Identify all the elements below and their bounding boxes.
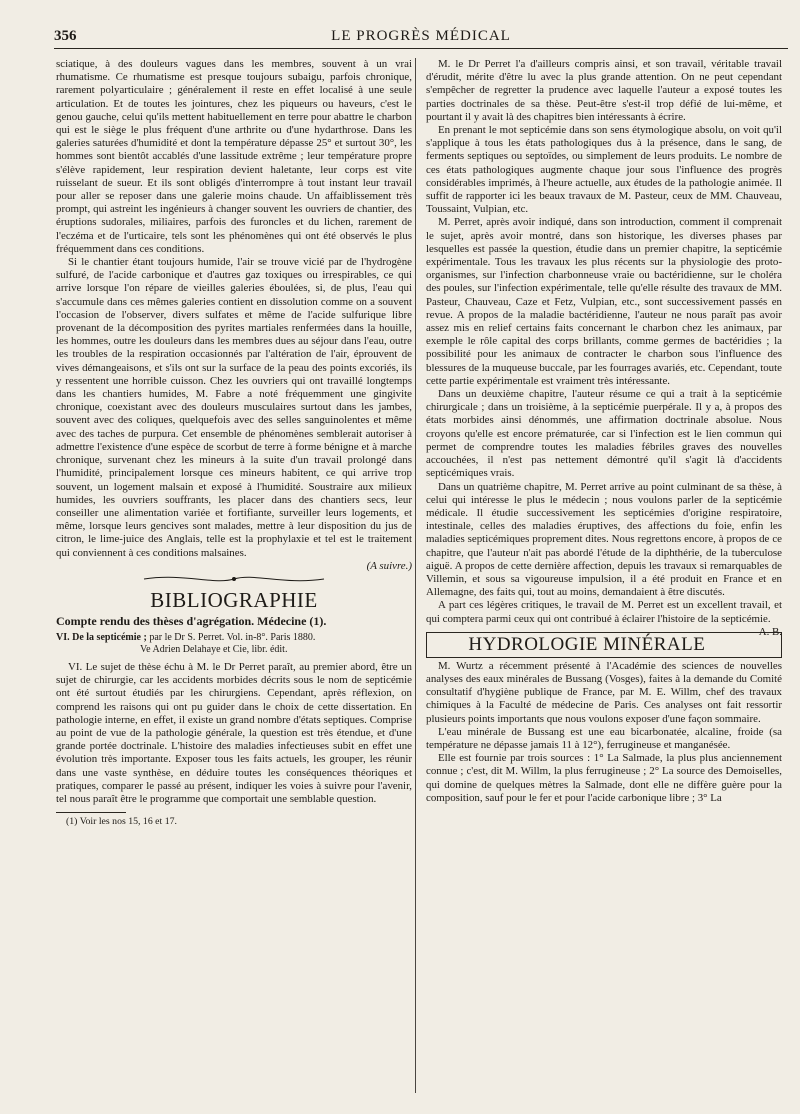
running-title: LE PROGRÈS MÉDICAL bbox=[331, 28, 511, 44]
right-column bbox=[426, 58, 782, 805]
reference-details: par le Dr S. Perret. Vol. in-8°. Paris 1880. bbox=[149, 631, 316, 643]
article-paragraph: En prenant le mot septicémie dans son sens étymologique absolu, on voit qu'il s'applique à tous les états pathologiques dus à la présence, dans le sang, de ferments septiques ou septoïdes, ou simplement de leurs produits. Le nombre de ces états pathologiques augmente chaque jour sous l'influence des progrès considérables imprimés, à l'heure actuelle, aux études de la pathologie animée. Il suffit de rapporter ici les beaux travaux de M. Pasteur, ceux de MM. Chauveau, Toussaint, Vulpian, etc. bbox=[426, 124, 782, 216]
bibliographie-subheading: Compte rendu des thèses d'agrégation. Médecine (1). bbox=[56, 613, 327, 628]
continuation-note: (A suivre.) bbox=[366, 559, 412, 572]
page-number: 356 bbox=[54, 28, 77, 44]
article-paragraph: Dans un quatrième chapitre, M. Perret arrive au point culminant de sa thèse, à celui qui intéresse le plus le médecin ; nous voulons parler de la septicémie médicale. Il étudie successivement les septicémies d'origine respiratoire, intestinale, celles des maladies éruptives, des affections du foie, enfin les maladies septicémiques proprement dites. Nous regrettons encore, à propos de ce chapitre, que l'auteur n'ait pas abordé l'étude de la diphthérie, de la tuberculose aiguë. A propos de cette dernière affection, depuis les travaux si remarquables de Villemin, et sous sa vigoureuse impulsion, il a été produit en France et en Allemagne, des faits qui, tout au moins, demandaient à être discutés. bbox=[426, 480, 782, 599]
article-paragraph: Elle est fournie par trois sources : 1° La Salmade, la plus plus anciennement connue ; c'est, dit M. Willm, la plus ferrugineuse ; 2° La source des Demoiselles, qui domine de quelques mètres la Salmade, dont elle ne diffère guère pour la composition, sauf pour le fer et pour l'acide carbonique libre ; 3° La bbox=[426, 752, 782, 804]
footnote: (1) Voir les nos 15, 16 et 17. bbox=[66, 816, 177, 828]
left-column bbox=[56, 58, 412, 828]
closing-paragraph-text: A part ces légères critiques, le travail de M. Perret est un excellent travail, et qui comptera parmi ceux qui ont contribué à éclairer l'histoire de la septicémie. bbox=[426, 599, 782, 625]
page-header bbox=[54, 26, 788, 49]
bibliographic-reference bbox=[56, 632, 412, 656]
hydrologie-heading: HYDROLOGIE MINÉRALE bbox=[426, 632, 782, 658]
author-signature: A. B. bbox=[758, 625, 782, 638]
column-divider bbox=[415, 58, 416, 1093]
article-paragraph: sciatique, à des douleurs vagues dans les membres, souvent à un vrai rhumatisme. Ce rhumatisme est presque toujours subaigu, parfois chronique, rarement polyarticulaire ; généralement il reste en effet localisé à une seule articulation. Et de toutes les jointures, chez les piqueurs ou haveurs, c'est le genou gauche, celui qu'ils mettent habituellement en terre pour abattre le charbon qui est le siège le plus fréquent d'une arthrite ou d'une hydarthrose. Dans les galeries saturées d'humidité et dont la température dépasse 25° et surtout 30°, les hommes sont bientôt accablés d'une lassitude extrême ; leur température propre s'élève rapidement, leur respiration devient haletante, leur corps est vite ruisselant de sueur. Et ils sont obligés d'interrompre à tout instant leur travail pour aller se reposer dans une galerie moins chaude. Un affaiblissement très prompt, qui astreint les ingénieurs à changer souvent les ouvriers de chantier, des éruptions sudorales, miliaires, parfois des furoncles et du lichen, rarement de l'eczéma et de l'urticaire, tels sont les phénomènes qui ont été observés le plus fréquemment dans ces conditions. bbox=[56, 58, 412, 255]
article-paragraph: L'eau minérale de Bussang est une eau bicarbonatée, alcaline, froide (sa température ne dépasse jamais 11 à 12°), ferrugineuse et manganésée. bbox=[426, 725, 782, 751]
footnote-rule bbox=[56, 812, 126, 813]
reference-publisher: Ve Adrien Delahaye et Cie, libr. édit. bbox=[140, 643, 288, 655]
bibliographie-heading: BIBLIOGRAPHIE bbox=[150, 587, 318, 612]
reference-title: VI. De la septicémie ; bbox=[56, 631, 147, 643]
article-paragraph: VI. Le sujet de thèse échu à M. le Dr Perret paraît, au premier abord, être un sujet de chirurgie, car les accidents morbides décrits sous le nom de septicémie ont été surtout étudiés par les chirurgiens. Cependant, après réflexion, on comprend les raisons qui ont pu guider dans le choix de cette dissertation. En pathologie interne, en effet, il existe un grand nombre d'états septiques. Comprise au point de vue de la pathologie générale, la question est très étendue, et d'une grande portée doctrinale. L'histoire des maladies infectieuses subit en effet une évolution très importante. Exposer tous les faits actuels, les grouper, les réunir dans une vaste synthèse, en déduire toutes les conséquences théoriques et pratiques, comparer le passé au présent, indiquer les voies à suivre pour l'avenir, tel nous paraît être le programme que comportait une semblable question. bbox=[56, 660, 412, 805]
article-paragraph: M. Wurtz a récemment présenté à l'Académie des sciences de nouvelles analyses des eaux minérales de Bussang (Vosges), faites à la demande du Comité consultatif d'hygiène publique de France, par M. E. Willm, chef des travaux chimiques à la Faculté de médecine de Paris. Ces analyses ont fait ressortir plusieurs points importants que nous voulons exposer d'une façon sommaire. bbox=[426, 659, 782, 725]
article-paragraph bbox=[426, 599, 782, 638]
article-paragraph: M. Perret, après avoir indiqué, dans son introduction, comment il comprenait le sujet, après avoir montré, dans son historique, les diverses phases par lesquelles est passée la question, étudie dans un premier chapitre, la septicémie expérimentale. Tous les travaux les plus récents sur la physiologie des proto-organismes, sur l'infection charbonneuse vraie ou bactéridienne, sur le choléra des poules, sur l'infection expérimentale, telle qu'elle résulte des travaux de MM. Pasteur, Chauveau, Caze et Fetz, Vulpian, etc., sont successivement passés en revue. A propos de la maladie bactéridienne, l'auteur ne nous paraît pas avoir assez mis en relief certains faits concernant le charbon chez les animaux, par exemple le rôle capital des corps brillants, comme germes de bactéridies ; la possibilité pour les animaux de contracter le charbon sous l'influence des blessures de la muqueuse buccale, par les fourrages avariés, etc. Cependant, toute cette partie expérimentale est vraiment très intéressante. bbox=[426, 216, 782, 387]
ornament-divider-icon bbox=[134, 573, 334, 585]
article-paragraph: Dans un deuxième chapitre, l'auteur résume ce qui a trait à la septicémie chirurgicale ; dans un troisième, à la septicémie puerpérale. Il y a, à propos des états morbides ainsi dénommés, une affirmation doctrinale absolue. Nous croyons qu'elle est encore prématurée, car si l'infection est le lien commun qui permet de comprendre toutes les maladies fébriles graves des nouvelles accouchées, il n'est pas nettement démontré qu'il s'agit là d'accidents septicémiques vrais. bbox=[426, 388, 782, 480]
article-paragraph: M. le Dr Perret l'a d'ailleurs compris ainsi, et son travail, véritable travail d'érudit, mérite d'être lu avec la plus grande attention. On ne peut cependant s'empêcher de regretter la prudence avec laquelle l'auteur a exposé toutes les parties doctrinales de sa thèse. Peut-être s'est-il trop défié de lui-même, et pourtant il y avait là des chapitres bien intéressants à écrire. bbox=[426, 58, 782, 123]
article-paragraph: Si le chantier étant toujours humide, l'air se trouve vicié par de l'hydrogène sulfuré, de l'acide carbonique et d'autres gaz toxiques ou irrespirables, ce qui arrive lorsque l'on répare de vieilles galeries éboulées, si, de plus, l'eau qui s'accumule dans ces mêmes galeries contient en dissolution comme on a souvent l'occasion de l'observer, divers sulfates et même de l'acide sulfurique libre provenant de la décomposition des pyrites martiales renfermées dans la houille, les hommes, outre les douleurs dans les membres dues au séjour dans l'eau, outre les troubles de la respiration occasionnés par l'altération de l'air, éprouvent de vives démangeaisons, et s'ils ont sur la surface de la peau des points excoriés, ils y ressentent une horrible cuisson. Chez les ouvriers qui ont travaillé longtemps dans les chantiers humides, M. Fabre a noté fréquemment une gingivite chronique, coexistant avec des douleurs musculaires surtout dans les jambes, souvent avec des coliques, quelquefois avec des selles sanguinolentes et même avec des taches de purpura. Cet ensemble de phénomènes semblerait autoriser à admettre l'existence d'une espèce de scorbut de terre à forme bénigne et à marche chronique, survenant chez les mineurs à la suite d'un travail prolongé dans l'humidité, principalement lorsque ces mineurs habitent, ce qui arrive trop souvent, un logement malsain et exposé à l'humidité. Soustraire aux milieux humides, les ouvriers souffrants, les placer dans des chantiers secs, leur conseiller une alimentation variée et fortifiante, surveiller leurs logements, et même, lorsque leurs gencives sont malades, mettre à leur disposition du jus de citron, le lime-juice des Anglais, telle est la prophylaxie et tel est le traitement qui conviennent à ces conditions malsaines. bbox=[56, 256, 412, 559]
